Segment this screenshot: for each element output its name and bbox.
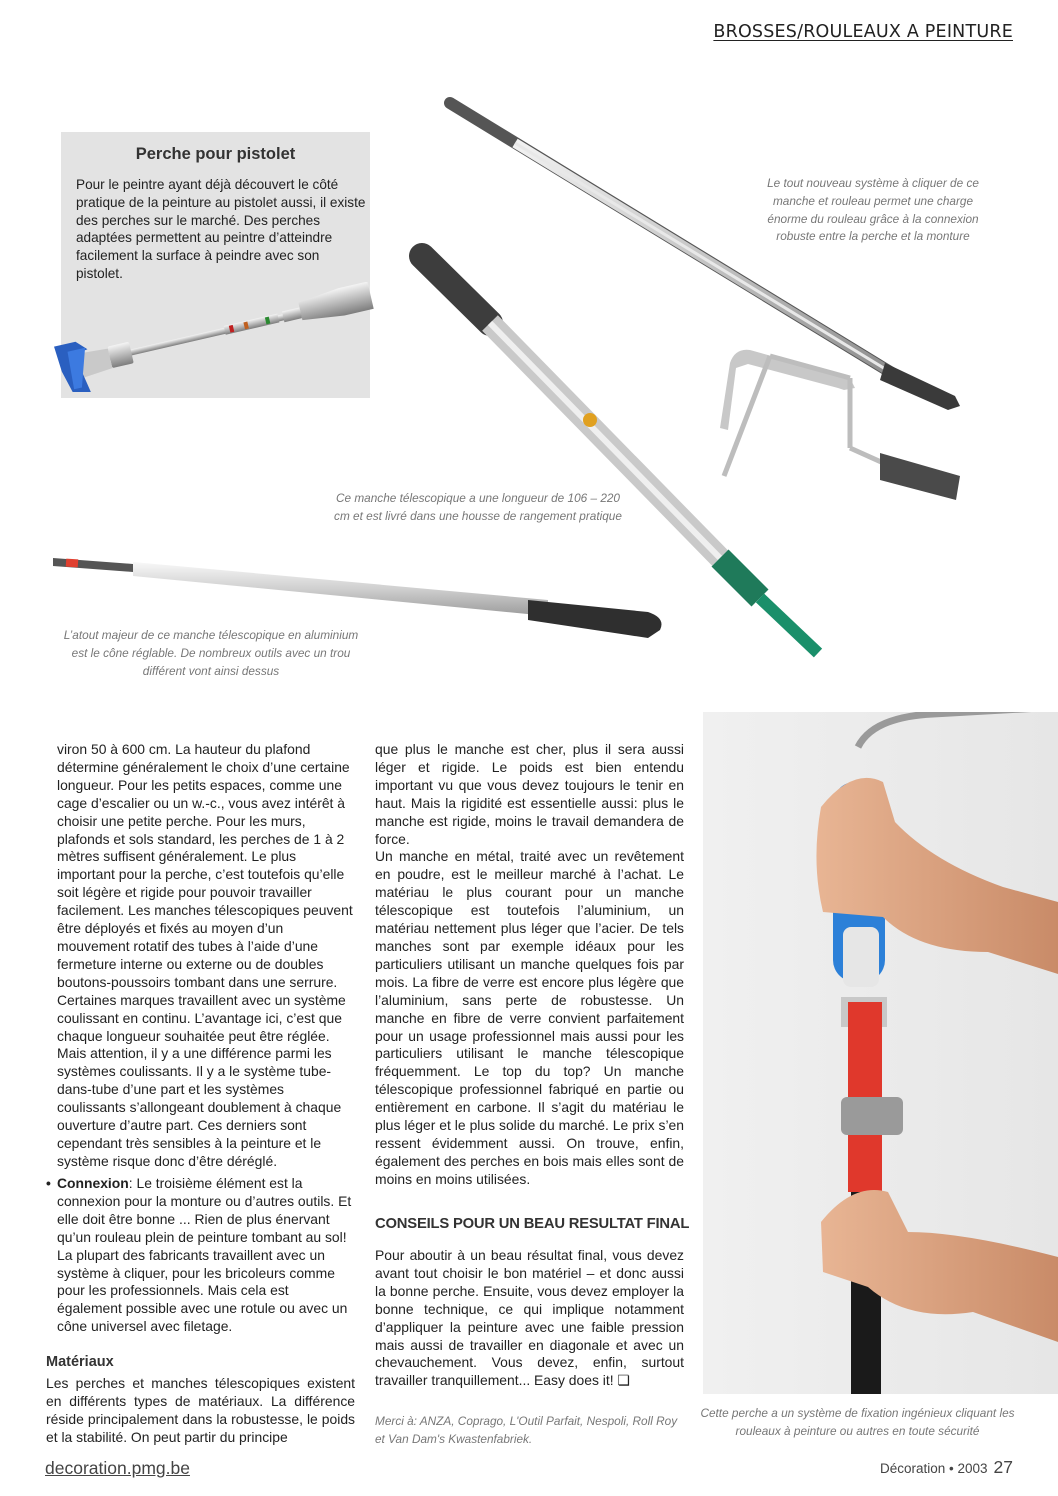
- page-number: 27: [993, 1457, 1013, 1477]
- end-mark: ❏: [617, 1372, 630, 1389]
- caption-photo: Cette perche a un système de fixation ingénieux cliquant les rouleaux à peinture ou autres en toute sécurité: [700, 1406, 1015, 1438]
- materiaux-text: Les perches et manches télescopiques existent en différents types de matériaux. La différence réside principalement dans la robustesse, le poids et la stabilité. On peut partir du principe: [46, 1375, 355, 1445]
- conseils-block: [375, 1247, 684, 1390]
- column-2: [375, 741, 684, 1189]
- website-link[interactable]: decoration.pmg.be: [45, 1458, 190, 1478]
- caption-telescopic-106: Ce manche télescopique a une longueur de 106 – 220 cm et est livré dans une housse de rangement pratique: [334, 491, 622, 523]
- bullet-marker: •: [46, 1175, 51, 1191]
- bullet-text: : Le troisième élément est la connexion pour la monture ou d’autres outils. Et elle doit être bonne ... Rien de plus énervant qu’un rouleau plein de peinture tombant au sol! La plupart des fabricants travaillent avec un système à cliquer, pour les bricoleurs comme pour les professionnels. Mais cela est également possible avec une rotule ou avec un cône universel avec filetage.: [57, 1175, 352, 1335]
- col2-para1: que plus le manche est cher, plus il sera aussi léger et rigide. Le poids est bien entendu important vu que vous devez toujours le tenir en haut. Mais la rigidité est essentielle aussi: plus le manche est rigide, moins le travail demandera de force.: [375, 741, 684, 847]
- bullet-term: Connexion: [57, 1175, 129, 1191]
- materiaux-heading: Matériaux: [46, 1354, 114, 1370]
- column-1: [57, 741, 355, 1171]
- col2-para2: Un manche en métal, traité avec un revêtement en poudre, est le meilleur marché à l’achat. Le matériau le plus courant pour un manche télescopique est toutefois l’aluminium, un matériau nettement plus léger que l’acier. De tels manches sont par exemple idéaux pour les particuliers utilisant un manche quelques fois par mois. La fibre de verre est encore plus légère que l’aluminium, sans perte de robustesse. Un manche en fibre de verre convient parfaitement pour un usage professionnel mais aussi pour les particuliers utilisant le manche télescopique fréquemment. Le top du top? Un manche télescopique professionnel fabriqué en partie ou entièrement en carbone. Il s’agit du matériau le plus léger et le plus solide du marché. Le prix s’en ressent évidemment aussi. On trouve, enfin, également des perches en bois mais elles sont de moins en moins utilisées.: [375, 848, 684, 1187]
- caption-aluminium-cone: L’atout majeur de ce manche télescopique en aluminium est le cône réglable. De nombreux outils avec un trou différent vont ainsi dessus: [63, 628, 359, 678]
- footer-folio: [880, 1457, 1013, 1478]
- bullet-connexion: [46, 1175, 355, 1336]
- col1-intro: viron 50 à 600 cm. La hauteur du plafond détermine généralement le choix d’une certaine longueur. Pour les petits espaces, comme une cage d’escalier ou un w.-c., vous avez intérêt à choisir une petite perche. Pour les murs, plafonds et sols standard, les perches de 1 à 2 mètres suffisent généralement. Le plus important pour la perche, c’est toutefois qu’elle soit légère et rigide pour pouvoir travailler facilement. Les manches télescopiques peuvent être déployés et fixés au moyen d’un mouvement rotatif des tubes à l’aide d’une fermeture interne ou externe ou de doubles boutons-poussoirs tombant dans une serrure. Certaines marques travaillent avec un système coulissant en continu. L’avantage ici, c’est que chaque longueur souhaitée peut être réglée. Mais attention, il y a une différence parmi les systèmes coulissants. Il y a le système tube-dans-tube d’une part et les systèmes coulissants s’allongeant doublement à chaque ouverture d’autre part. Ces derniers sont cependant très sensibles à la peinture et le système risque donc d’être déréglé.: [57, 741, 353, 1169]
- conseils-heading: CONSEILS POUR UN BEAU RESULTAT FINAL: [375, 1216, 690, 1232]
- spray-gun-pole-image: [46, 282, 391, 392]
- conseils-text: Pour aboutir à un beau résultat final, vous devez avant tout choisir le bon matériel – et donc aussi la bonne perche. Ensuite, vous devez employer la bonne technique, ce qui implique notamment d’appliquer la peinture avec une faible pression mais aussi de travailler en diagonale et avec un chevauchement. Vous devez, enfin, surtout travailler tranquillement... Easy does it!: [375, 1247, 684, 1389]
- photo-hands-pole: [703, 712, 1058, 1394]
- magazine-issue: Décoration • 2003: [879, 1461, 988, 1476]
- caption-click-system: Le tout nouveau système à cliquer de ce manche et rouleau permet une charge énorme du rouleau grâce à la connexion robuste entre la perche et la monture: [767, 176, 979, 244]
- sidebar-text: Pour le peintre ayant déjà découvert le côté pratique de la peinture au pistolet aussi, il existe des perches sur le marché. Des perches adaptées permettent au peintre d’atteindre facilement la surface à peindre avec son pistolet.: [76, 177, 366, 281]
- section-title: BROSSES/ROULEAUX A PEINTURE: [713, 22, 1013, 42]
- thanks-note: Merci à: ANZA, Coprago, L'Outil Parfait, Nespoli, Roll Roy et Van Dam's Kwastenfabriek.: [375, 1414, 678, 1446]
- sidebar-title: Perche pour pistolet: [135, 145, 296, 163]
